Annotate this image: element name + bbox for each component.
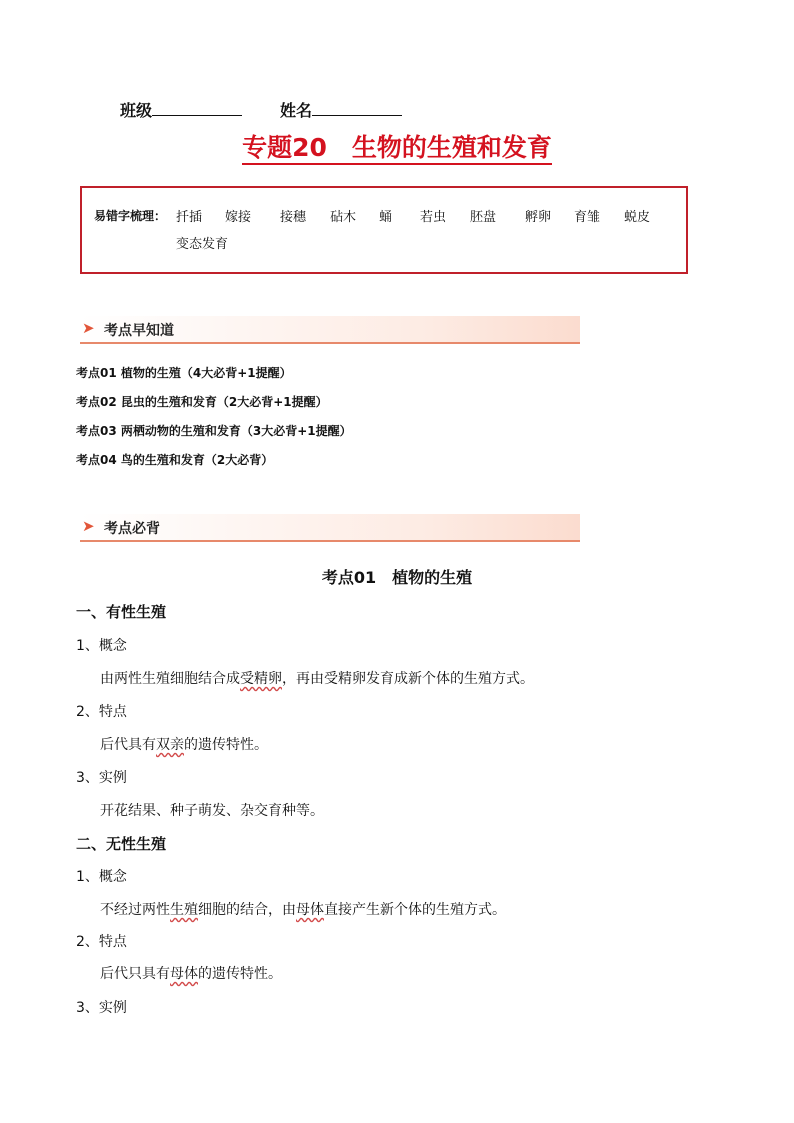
error-word: 孵卵 [525,210,552,225]
error-words-label: 易错字梳理： [94,209,167,223]
concept-label: 1、概念 [76,638,127,654]
name-label: 姓名 [280,101,313,120]
feature-label: 2、特点 [76,704,127,720]
arrow-right-icon: ➤ [82,319,95,337]
error-word: 蜕皮 [624,210,651,225]
section-header-must: ➤ 考点必背 [80,514,580,542]
feature-text: 后代具有双亲的遗传特性。 [100,737,268,753]
error-word: 育雏 [574,210,601,225]
error-word: 嫁接 [225,210,252,225]
overview-item: 考点03 两栖动物的生殖和发育（3大必背+1提醒） [76,424,352,438]
class-label: 班级 [120,101,153,120]
name-blank[interactable] [312,101,402,116]
concept-label: 1、概念 [76,869,127,885]
example-text: 开花结果、种子萌发、杂交育种等。 [100,803,324,819]
error-words-box [80,186,688,274]
error-word: 若虫 [420,210,447,225]
concept-text: 由两性生殖细胞结合成受精卵，再由受精卵发育成新个体的生殖方式。 [100,671,534,687]
error-word: 变态发育 [176,237,229,252]
class-name-line [120,98,402,121]
overview-item: 考点01 植物的生殖（4大必背+1提醒） [76,366,292,380]
error-word: 蛹 [379,210,393,225]
example-label: 3、实例 [76,770,127,786]
feature-label: 2、特点 [76,934,127,950]
error-word: 接穗 [280,210,307,225]
class-blank[interactable] [152,101,242,116]
concept-text: 不经过两性生殖细胞的结合，由母体直接产生新个体的生殖方式。 [100,902,506,918]
overview-item: 考点04 鸟的生殖和发育（2大必背） [76,453,274,467]
heading-asexual: 二、无性生殖 [76,835,167,853]
example-label: 3、实例 [76,1000,127,1016]
error-word: 胚盘 [470,210,497,225]
error-word: 砧木 [330,210,357,225]
topic-subtitle: 考点01 植物的生殖 [321,568,473,587]
error-word: 扦插 [176,210,203,225]
page-title: 专题20 生物的生殖和发育 [0,128,794,164]
section-header-overview: ➤ 考点早知道 [80,316,580,344]
feature-text: 后代只具有母体的遗传特性。 [100,966,282,982]
heading-sexual: 一、有性生殖 [76,603,167,621]
overview-item: 考点02 昆虫的生殖和发育（2大必背+1提醒） [76,395,328,409]
arrow-right-icon: ➤ [82,517,95,535]
